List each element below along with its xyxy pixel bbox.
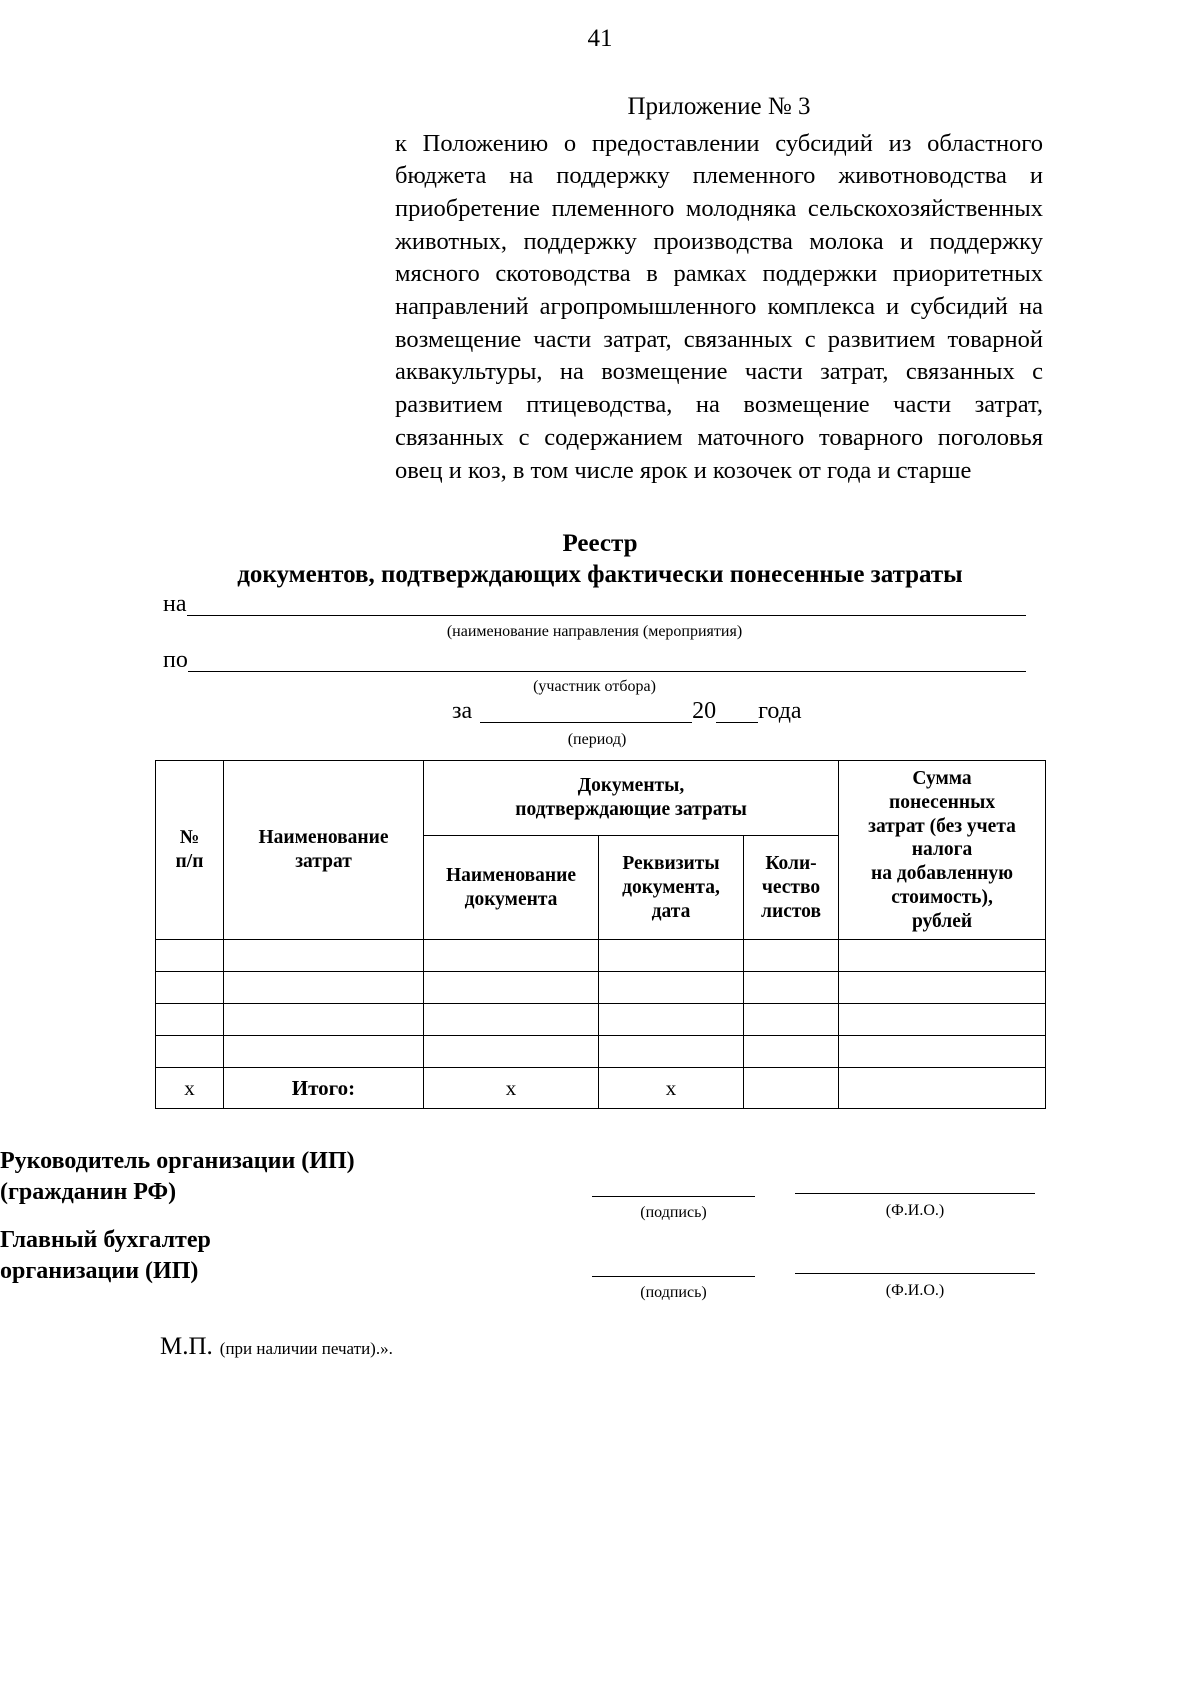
field-participant-caption: (участник отбора) bbox=[533, 678, 656, 695]
appendix-line-12: и козочек от года и старше bbox=[693, 456, 972, 484]
table-head bbox=[156, 761, 1046, 940]
table-row[interactable] bbox=[156, 1004, 1046, 1036]
table-header-row-1 bbox=[156, 761, 1046, 836]
th-document-requisites-line2: документа, bbox=[622, 876, 720, 898]
th-document-name bbox=[424, 836, 599, 940]
th-cost-name-line1: Наименование bbox=[258, 827, 389, 849]
th-documents-group bbox=[424, 761, 839, 836]
cell-number[interactable] bbox=[156, 1036, 224, 1068]
appendix-line-7: на возмещение части затрат, связанных с развитием bbox=[395, 293, 1043, 353]
total-cell-sheets-count[interactable] bbox=[744, 1068, 839, 1109]
th-document-name-line2: документа bbox=[464, 888, 558, 910]
cell-number[interactable] bbox=[156, 1004, 224, 1036]
cell-cost-name[interactable] bbox=[224, 972, 424, 1004]
signature-caption-accountant: (подпись) bbox=[640, 1284, 707, 1301]
table-row[interactable] bbox=[156, 940, 1046, 972]
fio-line-accountant[interactable] bbox=[795, 1273, 1035, 1274]
th-document-name-line1: Наименование bbox=[446, 864, 576, 886]
cell-document-name[interactable] bbox=[424, 972, 599, 1004]
appendix-header bbox=[395, 92, 1043, 487]
fio-caption-accountant: (Ф.И.О.) bbox=[885, 1282, 945, 1299]
cell-sheets-count[interactable] bbox=[744, 940, 839, 972]
field-direction-label: на bbox=[163, 591, 187, 617]
cell-cost-name[interactable] bbox=[224, 1004, 424, 1036]
appendix-line-6: направлений агропромышленного комплекса и субсидий bbox=[395, 293, 1008, 321]
document-title-line2: документов, подтверждающих фактически понесенные затраты bbox=[237, 561, 963, 589]
signature-line-head[interactable] bbox=[592, 1196, 755, 1197]
signature-role-head bbox=[0, 1146, 355, 1207]
field-participant-label: по bbox=[163, 647, 188, 673]
stamp-row bbox=[160, 1334, 393, 1359]
appendix-line-8: товарной аквакультуры, на возмещение части затрат, bbox=[395, 325, 1044, 386]
appendix-body bbox=[395, 128, 1043, 488]
signature-role-accountant-line1: Главный бухгалтер bbox=[0, 1227, 211, 1253]
cell-document-requisites[interactable] bbox=[599, 940, 744, 972]
field-year-prefix: 20 bbox=[692, 698, 717, 724]
cell-sheets-count[interactable] bbox=[744, 972, 839, 1004]
signature-role-accountant bbox=[0, 1225, 211, 1286]
th-sum-line7: рублей bbox=[911, 910, 973, 932]
total-cell-label: Итого: bbox=[224, 1068, 424, 1109]
field-period-label: за bbox=[452, 698, 473, 724]
cell-document-requisites[interactable] bbox=[599, 972, 744, 1004]
appendix-line-3: и приобретение племенного молодняка сельскохозяйственных bbox=[395, 162, 1044, 222]
cell-sum[interactable] bbox=[839, 1036, 1046, 1068]
cell-cost-name[interactable] bbox=[224, 940, 424, 972]
field-direction-caption: (наименование направления (мероприятия) bbox=[446, 623, 743, 640]
document-title bbox=[150, 528, 1050, 591]
field-direction-row bbox=[163, 592, 1026, 616]
fio-caption-head: (Ф.И.О.) bbox=[885, 1202, 945, 1219]
signature-line-accountant[interactable] bbox=[592, 1276, 755, 1277]
cell-cost-name[interactable] bbox=[224, 1036, 424, 1068]
cell-document-name[interactable] bbox=[424, 940, 599, 972]
th-document-requisites bbox=[599, 836, 744, 940]
th-sheets-count-line1: Коли- bbox=[765, 853, 817, 875]
th-sum bbox=[839, 761, 1046, 940]
signature-role-head-line1: Руководитель организации (ИП) bbox=[0, 1148, 355, 1174]
registry-table bbox=[155, 760, 1046, 1109]
field-year-input[interactable] bbox=[716, 698, 758, 723]
cell-sheets-count[interactable] bbox=[744, 1004, 839, 1036]
appendix-line-5: мясного скотоводства в рамках поддержки приоритетных bbox=[395, 260, 1043, 288]
appendix-line-9: связанных с развитием птицеводства, на возмещение bbox=[395, 358, 1044, 419]
appendix-line-10: части затрат, связанных с содержанием маточного bbox=[395, 391, 1044, 451]
th-documents-line1: Документы, bbox=[577, 775, 685, 797]
th-sheets-count bbox=[744, 836, 839, 940]
th-documents-line2: подтверждающие затраты bbox=[515, 799, 747, 820]
th-document-requisites-line3: дата bbox=[651, 900, 691, 922]
fio-line-head[interactable] bbox=[795, 1193, 1035, 1194]
total-cell-sum[interactable] bbox=[839, 1068, 1046, 1109]
cell-document-name[interactable] bbox=[424, 1036, 599, 1068]
document-title-line1: Реестр bbox=[562, 530, 638, 557]
cell-number[interactable] bbox=[156, 972, 224, 1004]
table-total-row bbox=[156, 1068, 1046, 1109]
field-period-row bbox=[452, 698, 852, 723]
table-row[interactable] bbox=[156, 1036, 1046, 1068]
cell-sheets-count[interactable] bbox=[744, 1036, 839, 1068]
th-sum-line3: затрат (без учета bbox=[868, 815, 1016, 837]
cell-number[interactable] bbox=[156, 940, 224, 972]
appendix-title: Приложение № 3 bbox=[627, 93, 811, 120]
th-sum-line4: налога bbox=[911, 839, 973, 861]
total-cell-document-requisites: х bbox=[599, 1068, 744, 1109]
field-period-caption: (период) bbox=[567, 731, 627, 748]
th-sum-line1: Сумма bbox=[912, 768, 972, 789]
total-cell-number: х bbox=[156, 1068, 224, 1109]
th-number-line2: п/п bbox=[175, 851, 204, 873]
stamp-label: М.П. bbox=[160, 1333, 213, 1360]
th-cost-name-line2: затрат bbox=[295, 851, 352, 873]
th-sheets-count-line2: чество bbox=[761, 876, 821, 898]
page-number: 41 bbox=[587, 25, 613, 52]
appendix-line-4: животных, поддержку производства молока и поддержку bbox=[395, 227, 1043, 255]
th-sum-line5: на добавленную bbox=[871, 863, 1014, 885]
cell-document-requisites[interactable] bbox=[599, 1036, 744, 1068]
signature-caption-head: (подпись) bbox=[640, 1204, 707, 1221]
field-period-input[interactable] bbox=[480, 698, 692, 723]
th-sheets-count-line3: листов bbox=[761, 900, 821, 922]
th-document-requisites-line1: Реквизиты bbox=[622, 853, 720, 875]
cell-sum[interactable] bbox=[839, 972, 1046, 1004]
cell-document-requisites[interactable] bbox=[599, 1004, 744, 1036]
table-row[interactable] bbox=[156, 972, 1046, 1004]
field-year-suffix: года bbox=[758, 698, 802, 724]
cell-sum[interactable] bbox=[839, 1004, 1046, 1036]
total-cell-document-name: х bbox=[424, 1068, 599, 1109]
appendix-line-11: товарного поголовья овец и коз, в том числе ярок bbox=[395, 423, 1044, 484]
th-number bbox=[156, 761, 224, 940]
field-participant-input[interactable] bbox=[188, 651, 1026, 672]
th-cost-name bbox=[224, 761, 424, 940]
table-body bbox=[156, 940, 1046, 1109]
signature-role-head-line2: (гражданин РФ) bbox=[0, 1178, 177, 1205]
appendix-line-2: бюджета на поддержку племенного животноводства bbox=[395, 162, 1007, 190]
cell-sum[interactable] bbox=[839, 940, 1046, 972]
signature-role-accountant-line2: организации (ИП) bbox=[0, 1257, 199, 1284]
appendix-line-1: к Положению о предоставлении субсидий из областного bbox=[395, 129, 1043, 157]
stamp-note: (при наличии печати).». bbox=[219, 1339, 393, 1358]
th-sum-line6: стоимость), bbox=[891, 886, 993, 908]
field-direction-input[interactable] bbox=[187, 595, 1027, 616]
th-number-line1: № bbox=[179, 827, 200, 849]
cell-document-name[interactable] bbox=[424, 1004, 599, 1036]
th-sum-line2: понесенных bbox=[888, 791, 996, 813]
field-participant-row bbox=[163, 648, 1026, 672]
